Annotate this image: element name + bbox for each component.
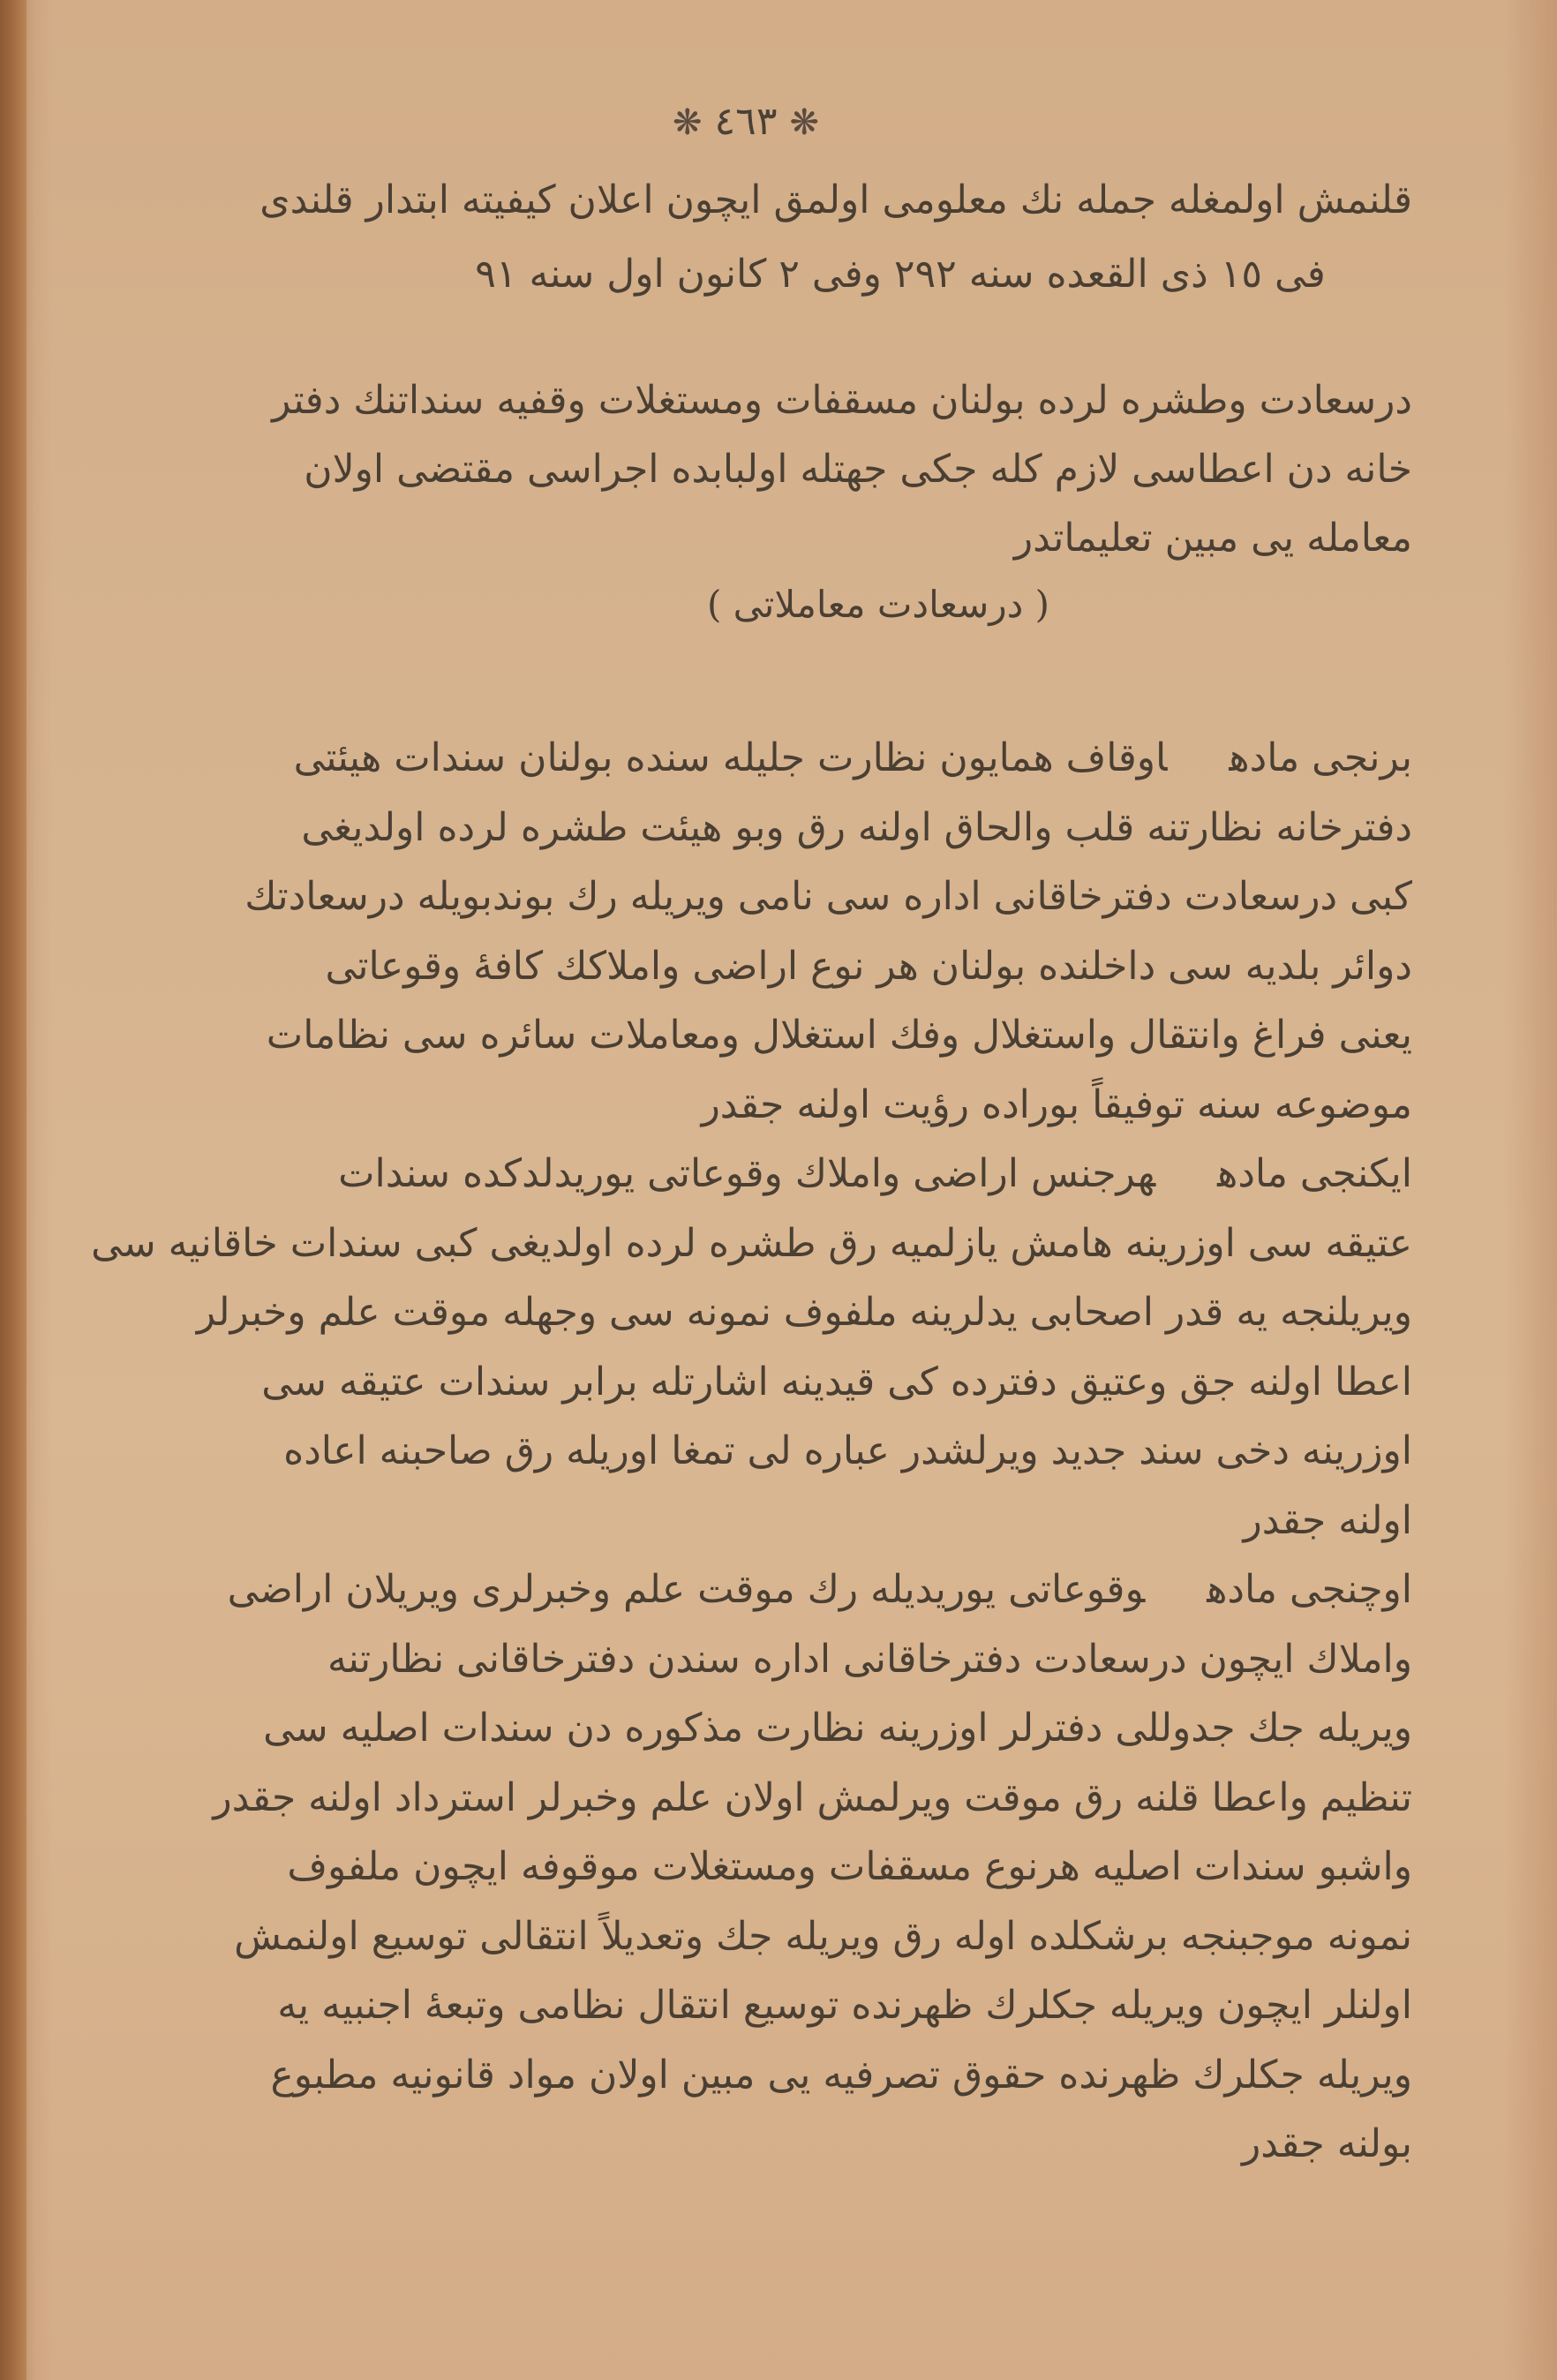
articles-body	[91, 724, 1412, 2180]
page-number: ٤٦٣	[714, 99, 778, 144]
article-line: ویریله جك جدوللی دفترلر اوزرینه نظارت مذکوره دن سندات اصلیه سی	[263, 1706, 1412, 1751]
intro-line: درسعادت وطشره لرده بولنان مسقفات ومستغلات وقفیه سنداتنك دفتر	[272, 378, 1412, 423]
article-2	[91, 1140, 1412, 1555]
article-line: کبی درسعادت دفترخاقانی اداره سی نامی ویریله رك بوندبویله درسعادتك	[244, 874, 1412, 919]
section-heading: ( درسعادت معاملاتی )	[706, 583, 1050, 626]
article-line: ویریلنجه یه قدر اصحابی یدلرینه ملفوف نمونه سی وجهله موقت علم وخبرلر	[196, 1290, 1412, 1335]
article-line: اوچنجی مادهوقوعاتی یوریدیله رك موقت علم وخبرلری ویریلان اراضی	[227, 1567, 1412, 1612]
page-number-header	[353, 99, 1139, 144]
article-line: اولنلر ایچون ویریله جکلرك ظهرنده توسیع انتقال نظامی وتبعهٔ اجنبیه یه	[277, 1983, 1412, 2028]
article-line: عتیقه سی اوزرینه هامش یازلمیه رق طشره لرده اولدیغی کبی سندات خاقانیه سی	[91, 1220, 1412, 1266]
article-label: ایکنجی ماده	[1217, 1151, 1412, 1196]
document-page	[91, 0, 1412, 2380]
article-line: بولنه جقدر	[1241, 2121, 1412, 2166]
article-line: اوزرینه دخی سند جدید ویرلشدر عباره لی تمغا اوریله رق صاحبنه اعاده	[283, 1428, 1412, 1473]
intro-line: خانه دن اعطاسی لازم کله جکی جهتله اولبابده اجراسی مقتضی اولان	[304, 447, 1412, 492]
date-line: فی ١٥ ذی القعده سنه ٢٩٢ وفی ٢ کانون اول سنه ٩١	[475, 252, 1326, 297]
intro-line: معامله یی مبین تعلیماتدر	[1013, 516, 1412, 561]
article-label: اوچنجی ماده	[1207, 1567, 1412, 1612]
title-line: قلنمش اولمغله جمله نك معلومی اولمق ایچون اعلان کیفیته ابتدار قلندی	[260, 177, 1412, 222]
announcement-title	[260, 163, 1412, 312]
article-line: دفترخانه نظارتنه قلب والحاق اولنه رق وبو هیئت طشره لرده اولدیغی	[301, 804, 1412, 850]
article-3	[213, 1555, 1412, 2180]
article-line: اولنه جقدر	[1243, 1497, 1412, 1543]
article-1	[244, 724, 1412, 1140]
ornament-star-icon: ❋	[789, 102, 819, 143]
article-line: اعطا اولنه جق وعتیق دفترده کی قیدینه اشارتله برابر سندات عتیقه سی	[261, 1359, 1412, 1405]
article-line: یعنی فراغ وانتقال واستغلال وفك استغلال ومعاملات سائره سی نظامات	[266, 1013, 1412, 1058]
article-line: تنظیم واعطا قلنه رق موقت ویرلمش اولان علم وخبرلر استرداد اولنه جقدر	[213, 1774, 1412, 1820]
article-line: دوائر بلدیه سی داخلنده بولنان هر نوع اراضی واملاكك کافهٔ وقوعاتی	[325, 943, 1412, 989]
article-line: واشبو سندات اصلیه هرنوع مسقفات ومستغلات موقوفه ایچون ملفوف	[287, 1844, 1412, 1889]
article-line: برنجی مادهاوقاف همایون نظارت جلیله سنده بولنان سندات هیئتی	[293, 735, 1412, 780]
article-label: برنجی ماده	[1229, 735, 1412, 780]
book-spine-edge	[0, 0, 26, 2380]
article-line: ویریله جکلرك ظهرنده حقوق تصرفیه یی مبین اولان مواد قانونیه مطبوع	[270, 2052, 1412, 2098]
article-line: موضوعه سنه توفیقاً بوراده رؤیت اولنه جقدر	[701, 1081, 1412, 1127]
ornament-star-icon: ❋	[673, 102, 703, 143]
intro-paragraph	[272, 366, 1412, 573]
article-line: نمونه موجبنجه برشکلده اوله رق ویریله جك وتعدیلاً انتقالی توسیع اولنمش	[234, 1913, 1412, 1959]
article-line: ایکنجی مادههرجنس اراضی واملاك وقوعاتی یوریدلدکده سندات	[338, 1151, 1412, 1196]
article-line: واملاك ایچون درسعادت دفترخاقانی اداره سندن دفترخاقانی نظارتنه	[327, 1636, 1412, 1682]
